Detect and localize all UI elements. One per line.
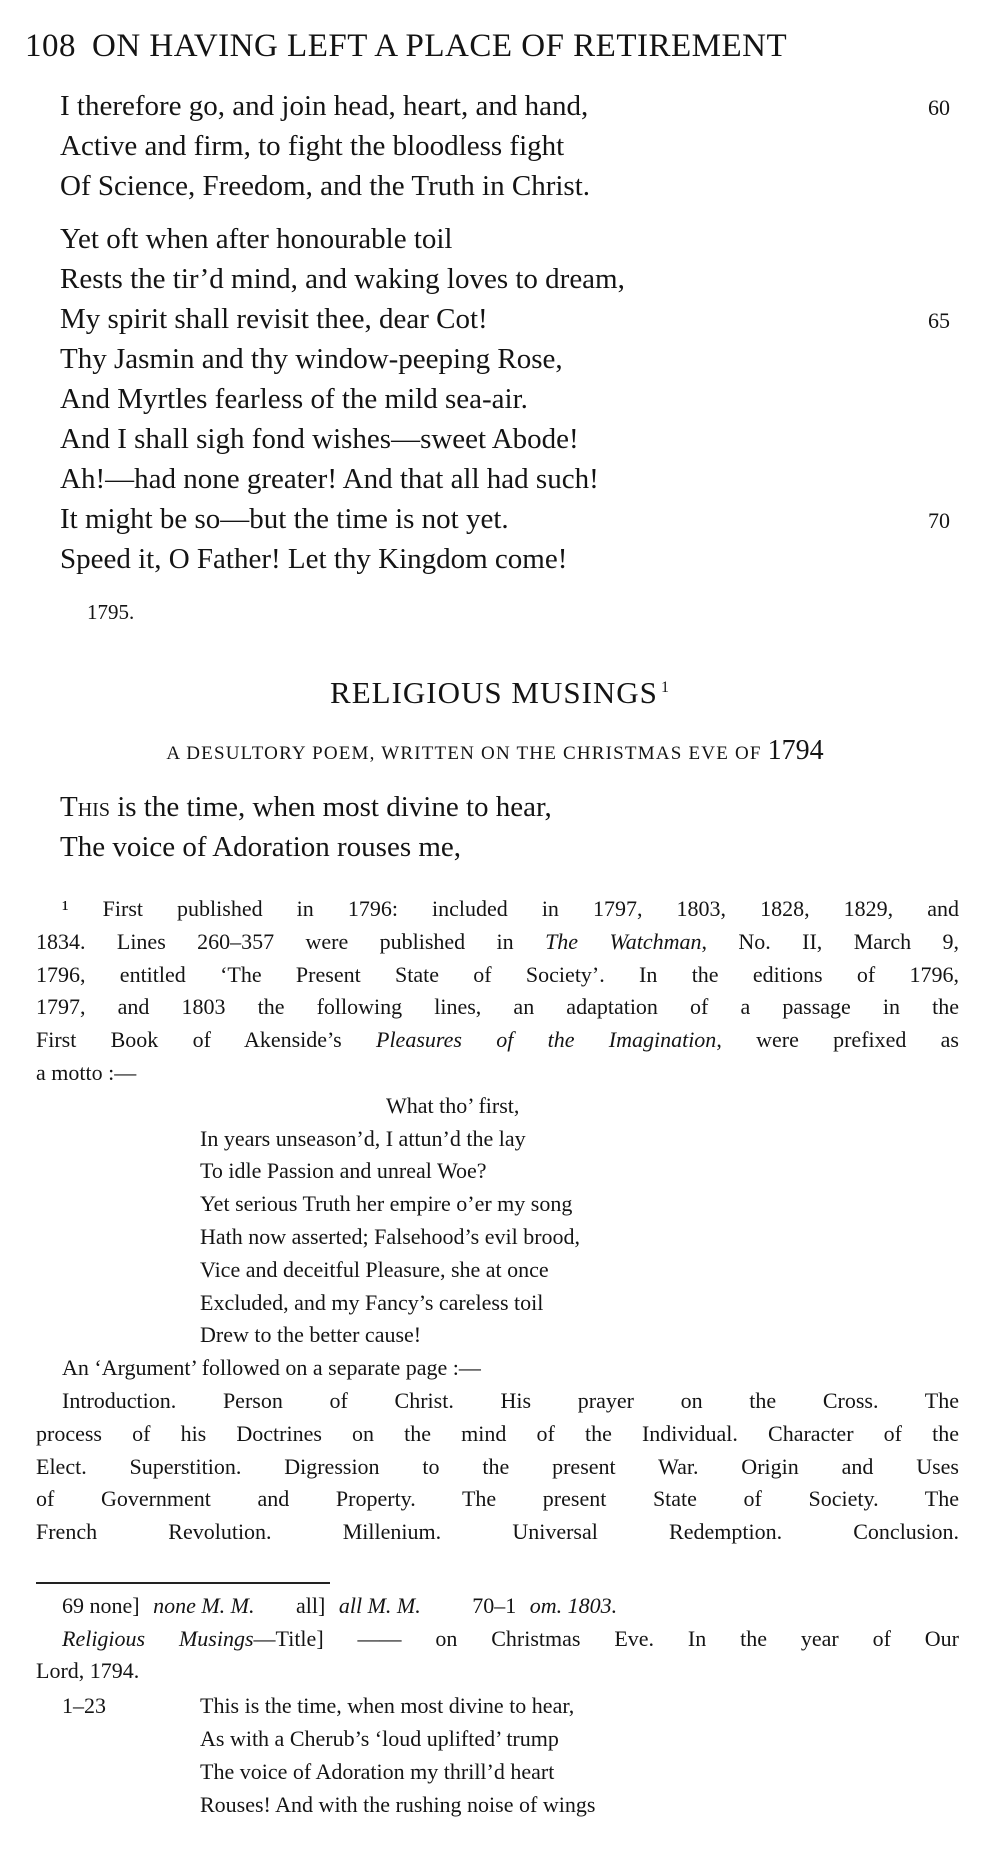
motto-verse bbox=[200, 1090, 959, 1352]
poem-opening-lines bbox=[60, 787, 960, 867]
footnote-line: 1797, and 1803 the following lines, an adaptation of a passage in the bbox=[36, 994, 959, 1020]
variant-reading: all M. M. bbox=[338, 1593, 421, 1618]
poem-date: 1795. bbox=[87, 600, 135, 624]
footnote-marker: 1 bbox=[660, 678, 670, 696]
poem-line bbox=[60, 339, 960, 379]
poem-line bbox=[60, 419, 960, 459]
opening-first-word: This bbox=[60, 791, 110, 823]
poem-line-text: Thy Jasmin and thy window-peeping Rose, bbox=[60, 343, 563, 375]
poem-line bbox=[60, 219, 960, 259]
poem-line-text: It might be so—but the time is not yet. bbox=[60, 503, 509, 535]
argument-intro: An ‘Argument’ followed on a separate page :— bbox=[62, 1355, 481, 1381]
variant-line-text: As with a Cherub’s ‘loud uplifted’ trump bbox=[200, 1725, 559, 1751]
variant-row-2 bbox=[36, 1623, 959, 1656]
opening-line-2: The voice of Adoration rouses me, bbox=[60, 831, 462, 863]
poem-line bbox=[60, 259, 960, 299]
opening-line-1-rest: is the time, when most divine to hear, bbox=[109, 791, 552, 823]
poem-line bbox=[60, 299, 960, 339]
footnote-line: ¹ First published in 1796: included in 1797, 1803, 1828, 1829, and bbox=[62, 896, 959, 921]
variant-lines bbox=[36, 1690, 959, 1822]
poem-line-text: Ah!—had none greater! And that all had such! bbox=[60, 463, 599, 495]
poem-line-text: I therefore go, and join head, heart, and hand, bbox=[60, 90, 589, 122]
motto-line: In years unseason’d, I attun’d the lay bbox=[200, 1125, 526, 1151]
poem-line bbox=[60, 539, 960, 579]
argument-line: of Government and Property. The present State of Society. The bbox=[36, 1486, 959, 1512]
line-number: 60 bbox=[928, 95, 950, 120]
poem-line-text: Of Science, Freedom, and the Truth in Christ. bbox=[60, 170, 591, 202]
argument-line: Elect. Superstition. Digression to the present War. Origin and Uses bbox=[36, 1453, 959, 1479]
footnote-line: a motto :— bbox=[36, 1059, 137, 1085]
page-number: 108 bbox=[25, 28, 76, 64]
poem-line-text: And Myrtles fearless of the mild sea-air. bbox=[60, 383, 528, 415]
poem-line bbox=[60, 126, 960, 166]
poem-line-text: And I shall sigh fond wishes—sweet Abode! bbox=[60, 423, 579, 455]
variant-line-ref: 1–23 bbox=[62, 1692, 106, 1718]
variant-line bbox=[36, 1690, 959, 1723]
poem-line bbox=[60, 86, 960, 126]
subtitle-year: 1794 bbox=[767, 735, 824, 766]
poem-line bbox=[60, 166, 960, 206]
motto-line: Vice and deceitful Pleasure, she at once bbox=[200, 1256, 549, 1282]
variant-line bbox=[36, 1789, 959, 1822]
footnote-block bbox=[36, 893, 959, 1549]
poem-line-text: Speed it, O Father! Let thy Kingdom come! bbox=[60, 543, 568, 575]
poem-line-text: My spirit shall revisit thee, dear Cot! bbox=[60, 303, 488, 335]
footnote-line: First Book of Akenside’s Pleasures of the Imagination, were prefixed as bbox=[36, 1027, 959, 1053]
footnote-line: 1834. Lines 260–357 were published in The Watchman, No. II, March 9, bbox=[36, 928, 959, 954]
variant-line bbox=[36, 1723, 959, 1756]
motto-line: To idle Passion and unreal Woe? bbox=[200, 1158, 487, 1184]
poem-stanza-1 bbox=[60, 86, 960, 206]
line-number: 65 bbox=[928, 308, 950, 333]
variant-line-text: The voice of Adoration my thrill’d heart bbox=[200, 1758, 555, 1784]
variant-reading: none M. M. bbox=[153, 1593, 255, 1618]
motto-line: Hath now asserted; Falsehood’s evil brood, bbox=[200, 1223, 581, 1249]
poem-stanza-2 bbox=[60, 219, 960, 579]
variant-row-1 bbox=[62, 1590, 959, 1623]
subtitle-text: A DESULTORY POEM, WRITTEN ON THE CHRISTMAS EVE OF bbox=[166, 743, 762, 764]
running-title: ON HAVING LEFT A PLACE OF RETIREMENT bbox=[92, 28, 788, 64]
motto-line: Drew to the better cause! bbox=[200, 1322, 422, 1348]
argument-line: French Revolution. Millenium. Universal Redemption. Conclusion. bbox=[36, 1519, 959, 1545]
running-header bbox=[25, 28, 965, 65]
poem-line bbox=[60, 499, 960, 539]
variant-title: Religious Musings bbox=[62, 1625, 254, 1651]
argument-line: process of his Doctrines on the mind of the Individual. Character of the bbox=[36, 1420, 959, 1446]
argument-text bbox=[36, 1385, 959, 1549]
variant-lemma: all] bbox=[296, 1593, 326, 1618]
variant-line bbox=[36, 1756, 959, 1789]
italic-title: The Watchman bbox=[545, 928, 702, 954]
variant-readings bbox=[36, 1590, 959, 1822]
footnote-line: 1796, entitled ‘The Present State of Society’. In the editions of 1796, bbox=[36, 961, 959, 987]
variant-line-text: This is the time, when most divine to hear, bbox=[200, 1692, 575, 1718]
poem-line-text: Rests the tir’d mind, and waking loves to dream, bbox=[60, 263, 625, 295]
variant-row-3: Lord, 1794. bbox=[36, 1658, 140, 1683]
variant-reading: om. 1803. bbox=[529, 1593, 618, 1618]
variant-lemma: 70–1 bbox=[472, 1593, 517, 1618]
line-number: 70 bbox=[928, 508, 950, 533]
poem-line-text: Active and firm, to fight the bloodless fight bbox=[60, 130, 565, 162]
motto-line: What tho’ first, bbox=[386, 1092, 520, 1118]
motto-line: Excluded, and my Fancy’s careless toil bbox=[200, 1289, 544, 1315]
poem-subtitle bbox=[25, 735, 965, 767]
opening-line-1 bbox=[60, 787, 960, 827]
variant-line-text: Rouses! And with the rushing noise of wings bbox=[200, 1791, 596, 1817]
variant-lemma: 69 none] bbox=[62, 1593, 140, 1618]
italic-title: Pleasures of the Imagination bbox=[376, 1027, 717, 1053]
argument-line: Introduction. Person of Christ. His prayer on the Cross. The bbox=[62, 1387, 959, 1413]
motto-line: Yet serious Truth her empire o’er my song bbox=[200, 1191, 573, 1217]
variant-title-rest: —Title] —— on Christmas Eve. In the year of Our bbox=[253, 1625, 959, 1651]
poem-line bbox=[60, 459, 960, 499]
poem-title bbox=[0, 675, 1000, 711]
poem-title-text: RELIGIOUS MUSINGS bbox=[330, 675, 658, 710]
poem-line-text: Yet oft when after honourable toil bbox=[60, 223, 453, 255]
footnote-rule bbox=[36, 1582, 330, 1584]
poem-line bbox=[60, 379, 960, 419]
